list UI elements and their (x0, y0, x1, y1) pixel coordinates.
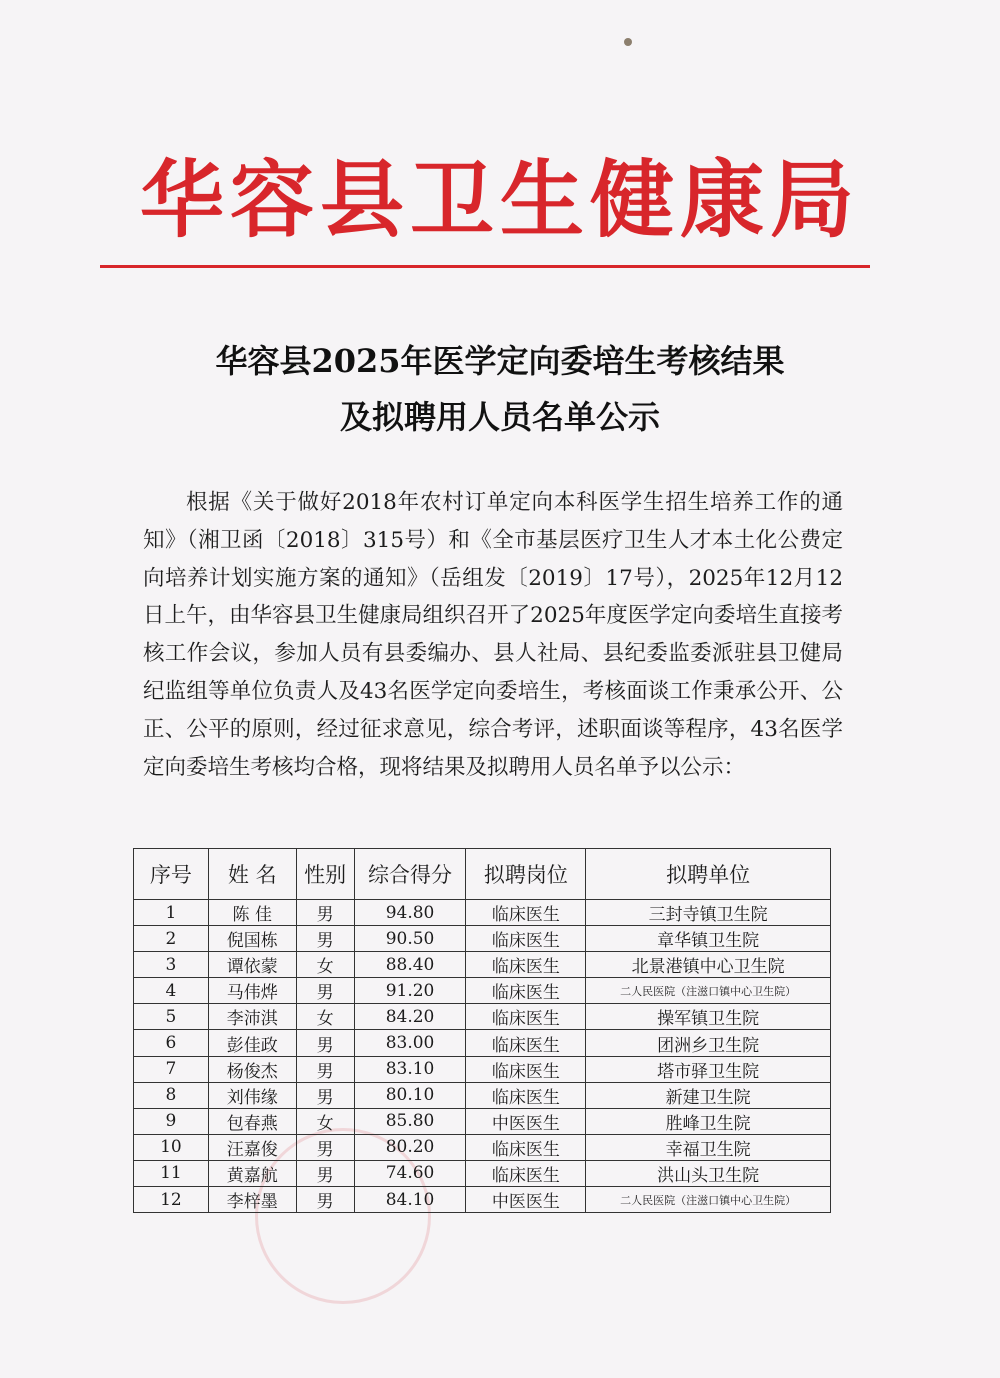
cell-name: 黄嘉航 (208, 1160, 296, 1186)
cell-unit: 幸福卫生院 (586, 1134, 831, 1160)
cell-unit: 塔市驿卫生院 (586, 1056, 831, 1082)
cell-name: 包春燕 (208, 1108, 296, 1134)
cell-score: 88.40 (354, 952, 466, 978)
cell-gender: 女 (296, 1108, 354, 1134)
cell-score: 80.10 (354, 1082, 466, 1108)
letterhead-rule (100, 265, 870, 268)
cell-position: 临床医生 (466, 1004, 586, 1030)
cell-position: 临床医生 (466, 978, 586, 1004)
cell-unit: 章华镇卫生院 (586, 926, 831, 952)
cell-gender: 男 (296, 926, 354, 952)
cell-unit: 三封寺镇卫生院 (586, 900, 831, 926)
cell-position: 中医医生 (466, 1108, 586, 1134)
cell-index: 1 (134, 900, 209, 926)
cell-gender: 女 (296, 1004, 354, 1030)
cell-unit: 胜峰卫生院 (586, 1108, 831, 1134)
table-row (134, 1004, 831, 1030)
cell-name: 谭依蒙 (208, 952, 296, 978)
header-unit: 拟聘单位 (586, 849, 831, 900)
table-row (134, 1030, 831, 1056)
cell-unit: 北景港镇中心卫生院 (586, 952, 831, 978)
cell-score: 90.50 (354, 926, 466, 952)
cell-gender: 男 (296, 1160, 354, 1186)
cell-gender: 男 (296, 1187, 354, 1213)
cell-unit: 团洲乡卫生院 (586, 1030, 831, 1056)
header-index: 序号 (134, 849, 209, 900)
cell-index: 10 (134, 1134, 209, 1160)
cell-score: 84.20 (354, 1004, 466, 1030)
cell-name: 陈 佳 (208, 900, 296, 926)
cell-position: 临床医生 (466, 1134, 586, 1160)
cell-index: 6 (134, 1030, 209, 1056)
cell-gender: 男 (296, 978, 354, 1004)
cell-name: 倪国栋 (208, 926, 296, 952)
cell-index: 9 (134, 1108, 209, 1134)
cell-position: 临床医生 (466, 1056, 586, 1082)
cell-unit: 洪山头卫生院 (586, 1160, 831, 1186)
table-row (134, 900, 831, 926)
cell-gender: 男 (296, 1056, 354, 1082)
cell-name: 李梓墨 (208, 1187, 296, 1213)
cell-name: 彭佳政 (208, 1030, 296, 1056)
body-paragraph: 根据《关于做好2018年农村订单定向本科医学生招生培养工作的通知》（湘卫函〔2018〕315号）和《全市基层医疗卫生人才本土化公费定向培养计划实施方案的通知》（岳组发〔2019〕17号），2025年12月12日上午，由华容县卫生健康局组织召开了2025年度医学定向委培生直接考核工作会议，参加人员有县委编办、县人社局、县纪委监委派驻县卫健局纪监组等单位负责人及43名医学定向委培生，考核面谈工作秉承公开、公正、公平的原则，经过征求意见，综合考评，述职面谈等程序，43名医学定向委培生考核均合格，现将结果及拟聘用人员名单予以公示： (143, 490, 843, 780)
cell-index: 2 (134, 926, 209, 952)
cell-score: 91.20 (354, 978, 466, 1004)
table-row (134, 1134, 831, 1160)
paper-speck (624, 38, 632, 46)
table-header-row (134, 849, 831, 900)
cell-position: 临床医生 (466, 1160, 586, 1186)
table-row (134, 1187, 831, 1213)
table-row (134, 952, 831, 978)
cell-gender: 男 (296, 1030, 354, 1056)
cell-gender: 男 (296, 900, 354, 926)
cell-score: 80.20 (354, 1134, 466, 1160)
cell-gender: 男 (296, 1082, 354, 1108)
results-table (133, 848, 831, 1213)
cell-index: 4 (134, 978, 209, 1004)
letterhead-title: 华容县卫生健康局 (139, 150, 860, 249)
cell-index: 8 (134, 1082, 209, 1108)
cell-unit: 二人民医院（注滋口镇中心卫生院） (586, 1187, 831, 1213)
cell-position: 中医医生 (466, 1187, 586, 1213)
header-name: 姓 名 (208, 849, 296, 900)
cell-position: 临床医生 (466, 926, 586, 952)
cell-name: 马伟烨 (208, 978, 296, 1004)
header-score: 综合得分 (354, 849, 466, 900)
table-row (134, 1082, 831, 1108)
cell-index: 3 (134, 952, 209, 978)
table-row (134, 926, 831, 952)
cell-index: 7 (134, 1056, 209, 1082)
cell-name: 李沛淇 (208, 1004, 296, 1030)
cell-name: 汪嘉俊 (208, 1134, 296, 1160)
cell-score: 74.60 (354, 1160, 466, 1186)
cell-score: 83.10 (354, 1056, 466, 1082)
cell-name: 刘伟缘 (208, 1082, 296, 1108)
cell-position: 临床医生 (466, 900, 586, 926)
cell-score: 94.80 (354, 900, 466, 926)
cell-score: 83.00 (354, 1030, 466, 1056)
cell-score: 85.80 (354, 1108, 466, 1134)
header-position: 拟聘岗位 (466, 849, 586, 900)
cell-unit: 新建卫生院 (586, 1082, 831, 1108)
header-gender: 性别 (296, 849, 354, 900)
cell-position: 临床医生 (466, 1030, 586, 1056)
document-title-line2: 及拟聘用人员名单公示 (339, 398, 660, 436)
table-row (134, 1160, 831, 1186)
table-row (134, 1108, 831, 1134)
cell-score: 84.10 (354, 1187, 466, 1213)
cell-index: 11 (134, 1160, 209, 1186)
cell-unit: 二人民医院（注滋口镇中心卫生院） (586, 978, 831, 1004)
cell-name: 杨俊杰 (208, 1056, 296, 1082)
table-row (134, 978, 831, 1004)
cell-position: 临床医生 (466, 1082, 586, 1108)
cell-gender: 女 (296, 952, 354, 978)
cell-index: 5 (134, 1004, 209, 1030)
cell-index: 12 (134, 1187, 209, 1213)
cell-position: 临床医生 (466, 952, 586, 978)
document-title-line1: 华容县2025年医学定向委培生考核结果 (215, 342, 785, 380)
cell-gender: 男 (296, 1134, 354, 1160)
cell-unit: 操军镇卫生院 (586, 1004, 831, 1030)
table-row (134, 1056, 831, 1082)
